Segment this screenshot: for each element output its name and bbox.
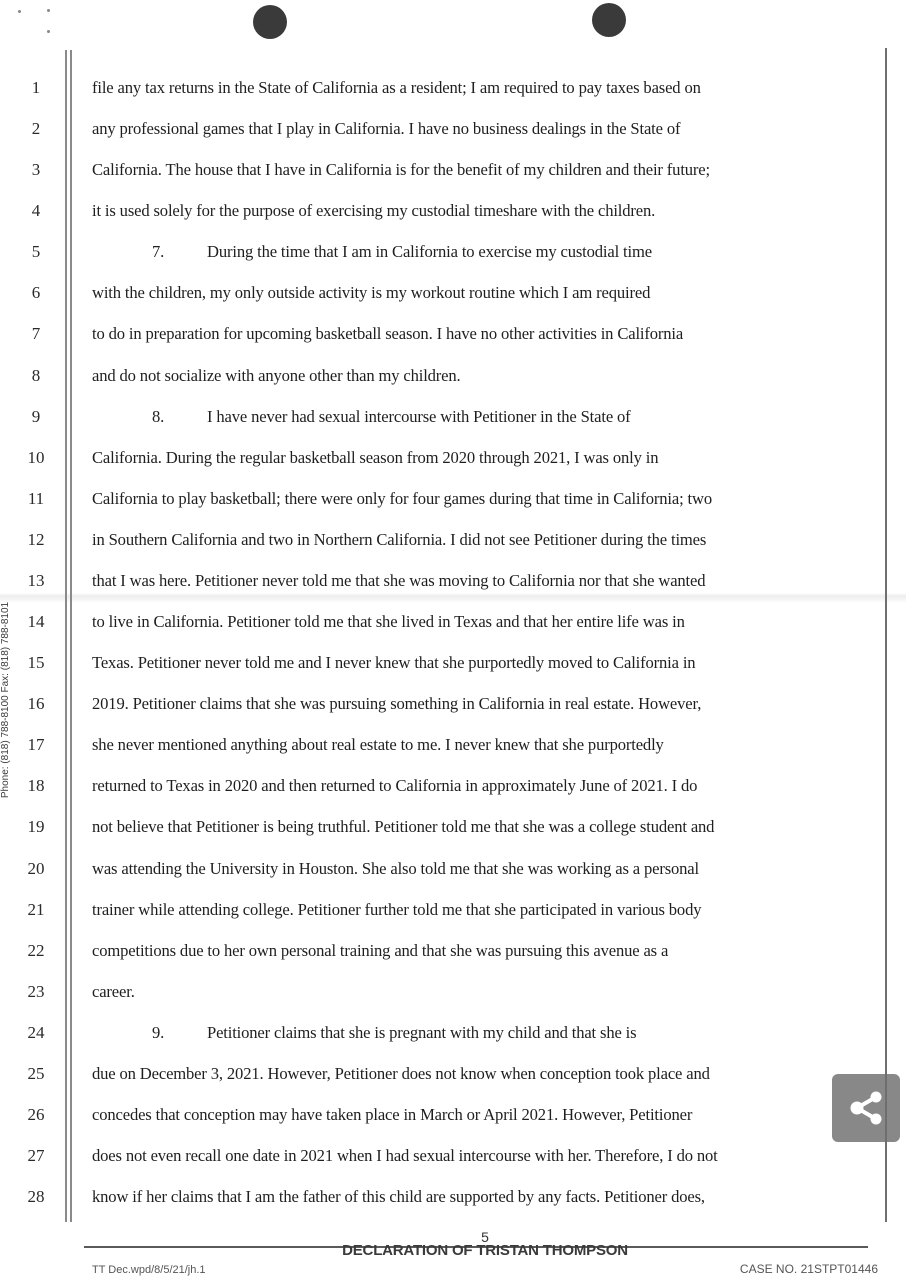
- line-text: Texas. Petitioner never told me and I never knew that she purportedly moved to California in: [92, 653, 696, 673]
- line-number: 3: [31, 160, 41, 180]
- footer-document-code: TT Dec.wpd/8/5/21/jh.1: [92, 1264, 206, 1276]
- line-text: to do in preparation for upcoming basketball season. I have no other activities in California: [92, 324, 684, 344]
- line-text: in Southern California and two in Northern California. I did not see Petitioner during the times: [92, 529, 707, 549]
- line-text: does not even recall one date in 2021 when I had sexual intercourse with her. Therefore, I do not: [92, 1146, 718, 1166]
- text-line: [92, 242, 652, 262]
- line-text: competitions due to her own personal training and that she was pursuing this avenue as a: [92, 940, 669, 960]
- text-line: [92, 859, 699, 879]
- line-text: career.: [92, 981, 135, 1001]
- right-margin-rule: [885, 48, 887, 1222]
- line-number: 20: [27, 858, 45, 878]
- text-line: [92, 119, 680, 139]
- text-line: [92, 653, 695, 673]
- page-number: 5: [481, 1229, 489, 1245]
- footer-title: DECLARATION OF TRISTAN THOMPSON: [342, 1242, 628, 1259]
- text-line: [92, 448, 658, 468]
- line-text: returned to Texas in 2020 and then returned to California in approximately June of 2021. I do: [92, 776, 698, 796]
- line-number: 16: [27, 694, 45, 714]
- text-line: [92, 1105, 692, 1125]
- line-number: 24: [27, 1022, 45, 1042]
- text-line: [92, 735, 664, 755]
- line-number: 15: [27, 653, 45, 673]
- text-line: [92, 201, 655, 221]
- line-number: 17: [27, 735, 45, 755]
- line-number: 22: [27, 940, 45, 960]
- text-line: [92, 612, 685, 632]
- text-line: [92, 283, 650, 303]
- line-text: trainer while attending college. Petitioner further told me that she participated in various body: [92, 899, 702, 919]
- scan-speck: [47, 30, 50, 33]
- line-number: 14: [27, 612, 45, 632]
- text-line: [92, 489, 712, 509]
- scan-speck: [47, 9, 50, 12]
- text-line: [92, 1064, 710, 1084]
- line-number: 9: [31, 406, 41, 426]
- left-margin-rule: [70, 50, 72, 1222]
- text-line: [92, 1146, 718, 1166]
- line-number: 6: [31, 283, 41, 303]
- line-text: any professional games that I play in California. I have no business dealings in the State of: [92, 119, 681, 139]
- text-line: [92, 1187, 705, 1207]
- line-number: 12: [27, 529, 45, 549]
- line-text: California to play basketball; there were only for four games during that time in California; two: [92, 488, 712, 508]
- text-line: [92, 817, 714, 837]
- line-number: 10: [27, 447, 45, 467]
- text-line: [92, 366, 461, 386]
- share-button[interactable]: [832, 1074, 900, 1142]
- line-text: I have never had sexual intercourse with Petitioner in the State of: [207, 406, 631, 426]
- line-text: California. During the regular basketball season from 2020 through 2021, I was only in: [92, 447, 659, 467]
- line-text: and do not socialize with anyone other than my children.: [92, 365, 461, 385]
- text-line: [92, 694, 701, 714]
- scan-speck: [18, 10, 21, 13]
- line-number: 1: [31, 78, 41, 97]
- line-text: concedes that conception may have taken place in March or April 2021. However, Petitioner: [92, 1105, 693, 1124]
- line-number: 5: [31, 242, 41, 262]
- line-number: 26: [27, 1105, 45, 1124]
- line-text: During the time that I am in California to exercise my custodial time: [207, 242, 652, 262]
- line-number: 28: [27, 1187, 45, 1207]
- line-text: due on December 3, 2021. However, Petitioner does not know when conception took place and: [92, 1063, 710, 1083]
- text-line: [92, 900, 701, 920]
- punch-hole-left: [253, 5, 287, 39]
- line-number: 21: [27, 899, 45, 919]
- text-line: [92, 324, 683, 344]
- line-number: 8: [31, 365, 41, 385]
- line-number: 4: [31, 201, 41, 221]
- line-number: 13: [27, 570, 45, 590]
- line-number: 18: [27, 776, 45, 796]
- paragraph-number: 7.: [152, 242, 165, 262]
- text-line: [92, 78, 701, 98]
- text-line: [92, 941, 668, 961]
- line-text: that I was here. Petitioner never told me that she was moving to California nor that she wanted: [92, 570, 706, 590]
- line-text: Petitioner claims that she is pregnant with my child and that she is: [207, 1022, 637, 1042]
- line-number: 25: [27, 1063, 45, 1083]
- line-text: with the children, my only outside activity is my workout routine which I am required: [92, 283, 651, 303]
- line-text: know if her claims that I am the father of this child are supported by any facts. Petitioner does,: [92, 1187, 705, 1207]
- text-line: [92, 1023, 636, 1043]
- line-text: file any tax returns in the State of California as a resident; I am required to pay taxes based on: [92, 78, 701, 97]
- paragraph-number: 9.: [152, 1022, 165, 1042]
- text-line: [92, 160, 710, 180]
- line-number: 11: [27, 488, 45, 508]
- text-line: [92, 776, 697, 796]
- line-text: was attending the University in Houston. She also told me that she was working as a personal: [92, 858, 699, 878]
- line-text: to live in California. Petitioner told me that she lived in Texas and that her entire life was in: [92, 612, 685, 632]
- firm-contact-side-text: Phone: (818) 788-8100 Fax: (818) 788-8101: [0, 601, 11, 799]
- line-number: 2: [31, 119, 41, 139]
- line-number: 23: [27, 981, 45, 1001]
- line-number: 19: [27, 817, 45, 837]
- text-line: [92, 982, 135, 1002]
- text-line: [92, 407, 631, 427]
- line-text: California. The house that I have in California is for the benefit of my children and their future;: [92, 160, 710, 180]
- paragraph-number: 8.: [152, 406, 165, 426]
- line-text: 2019. Petitioner claims that she was pursuing something in California in real estate. However,: [92, 694, 702, 714]
- footer-case-number: CASE NO. 21STPT01446: [739, 1262, 878, 1276]
- line-number: 7: [31, 324, 41, 344]
- line-number: 27: [27, 1146, 45, 1166]
- line-text: it is used solely for the purpose of exercising my custodial timeshare with the children.: [92, 201, 656, 221]
- share-icon: [846, 1088, 886, 1128]
- line-text: not believe that Petitioner is being truthful. Petitioner told me that she was a college student and: [92, 817, 715, 837]
- text-line: [92, 530, 706, 550]
- scan-band: [0, 593, 906, 603]
- line-text: she never mentioned anything about real estate to me. I never knew that she purportedly: [92, 735, 664, 755]
- punch-hole-right: [592, 3, 626, 37]
- text-line: [92, 571, 705, 591]
- left-margin-rule: [65, 50, 67, 1222]
